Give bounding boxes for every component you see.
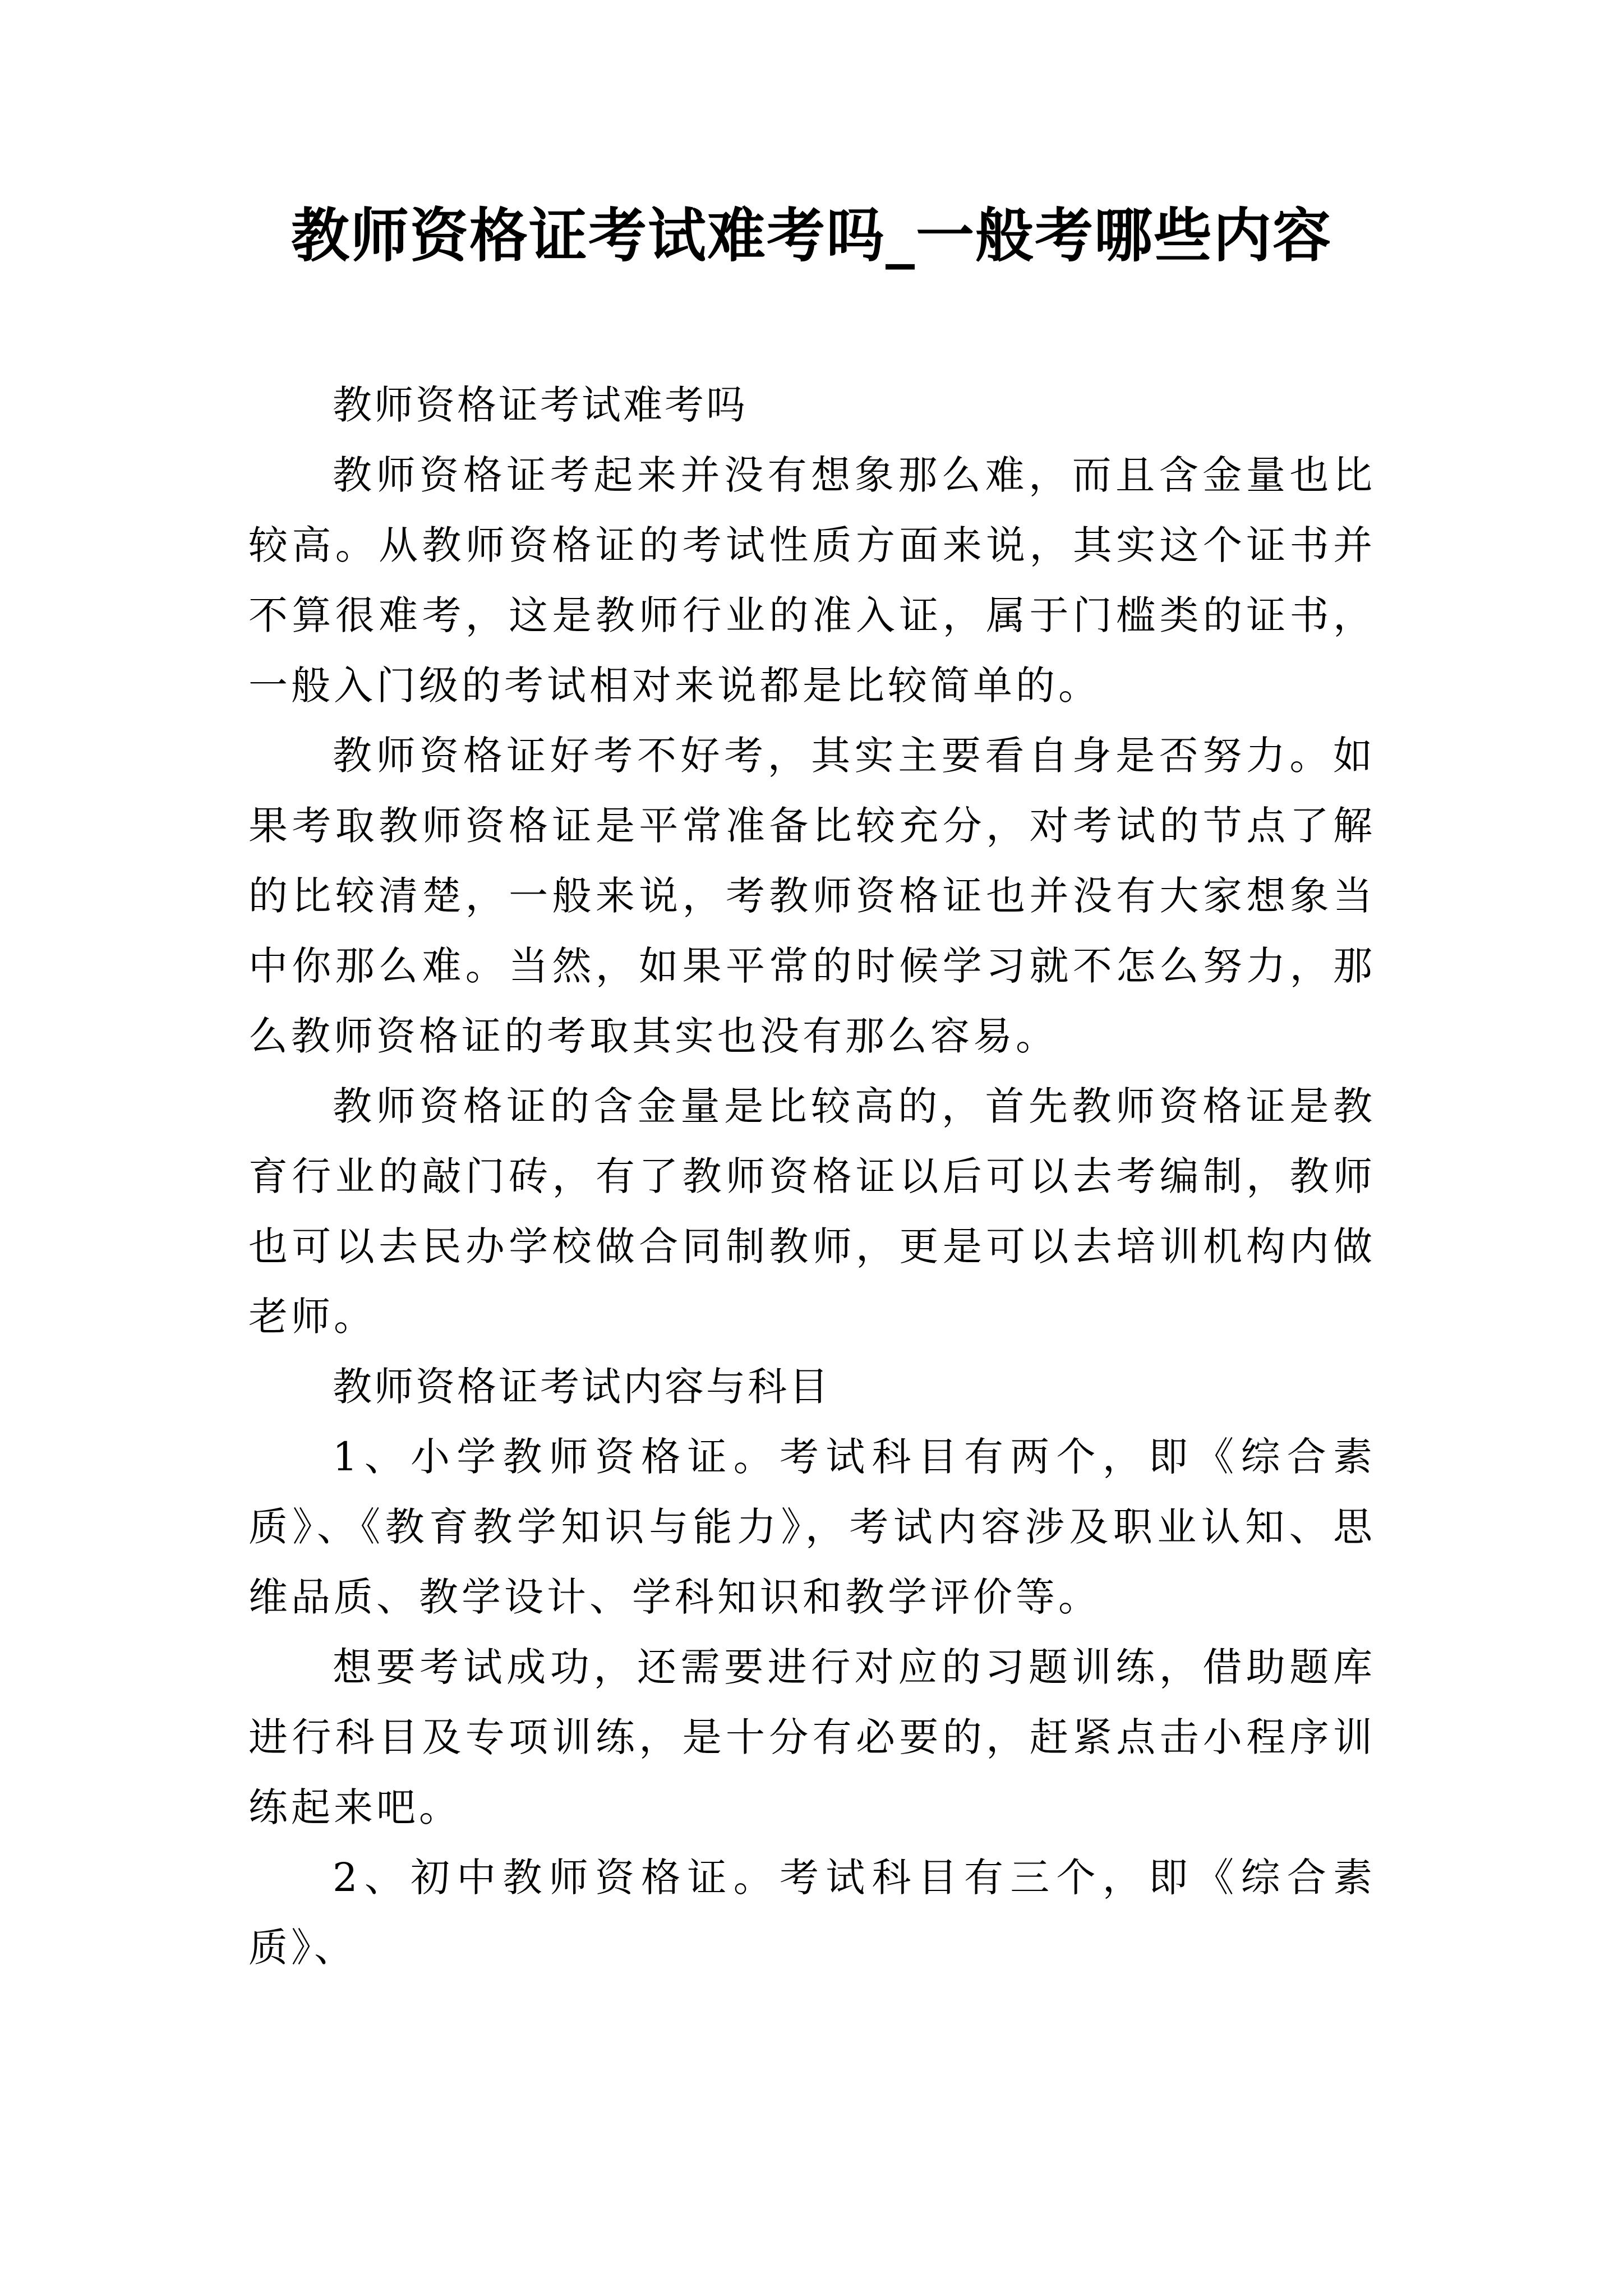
paragraph-practice-tip: 想要考试成功，还需要进行对应的习题训练，借助题库进行科目及专项训练，是十分有必要的，赶紧点击小程序训练起来吧。: [248, 1644, 1376, 1830]
paragraph-junior-high: 2、初中教师资格证。考试科目有三个，即《综合素质》、: [248, 1855, 1376, 1971]
paragraph-value: 教师资格证的含金量是比较高的，首先教师资格证是教育行业的敲门砖，有了教师资格证以后可以去考编制，教师也可以去民办学校做合同制教师，更是可以去培训机构内做老师。: [248, 1083, 1376, 1340]
paragraph-difficulty-overview: 教师资格证考起来并没有想象那么难，而且含金量也比较高。从教师资格证的考试性质方面来说，其实这个证书并不算很难考，这是教师行业的准入证，属于门槛类的证书，一般入门级的考试相对来说都是比较简单的。: [248, 452, 1376, 708]
section-heading-difficulty: 教师资格证考试难考吗: [333, 382, 748, 428]
document-body: [248, 370, 1376, 1983]
paragraph-primary-school: 1、小学教师资格证。考试科目有两个，即《综合素质》、《教育教学知识与能力》，考试内容涉及职业认知、思维品质、教学设计、学科知识和教学评价等。: [248, 1434, 1376, 1620]
document-title: 教师资格证考试难考吗_一般考哪些内容: [291, 201, 1332, 270]
section-heading-content-subjects: 教师资格证考试内容与科目: [333, 1364, 831, 1410]
paragraph-effort: 教师资格证好考不好考，其实主要看自身是否努力。如果考取教师资格证是平常准备比较充分，对考试的节点了解的比较清楚，一般来说，考教师资格证也并没有大家想象当中你那么难。当然，如果平常的时候学习就不怎么努力，那么教师资格证的考取其实也没有那么容易。: [248, 733, 1376, 1059]
